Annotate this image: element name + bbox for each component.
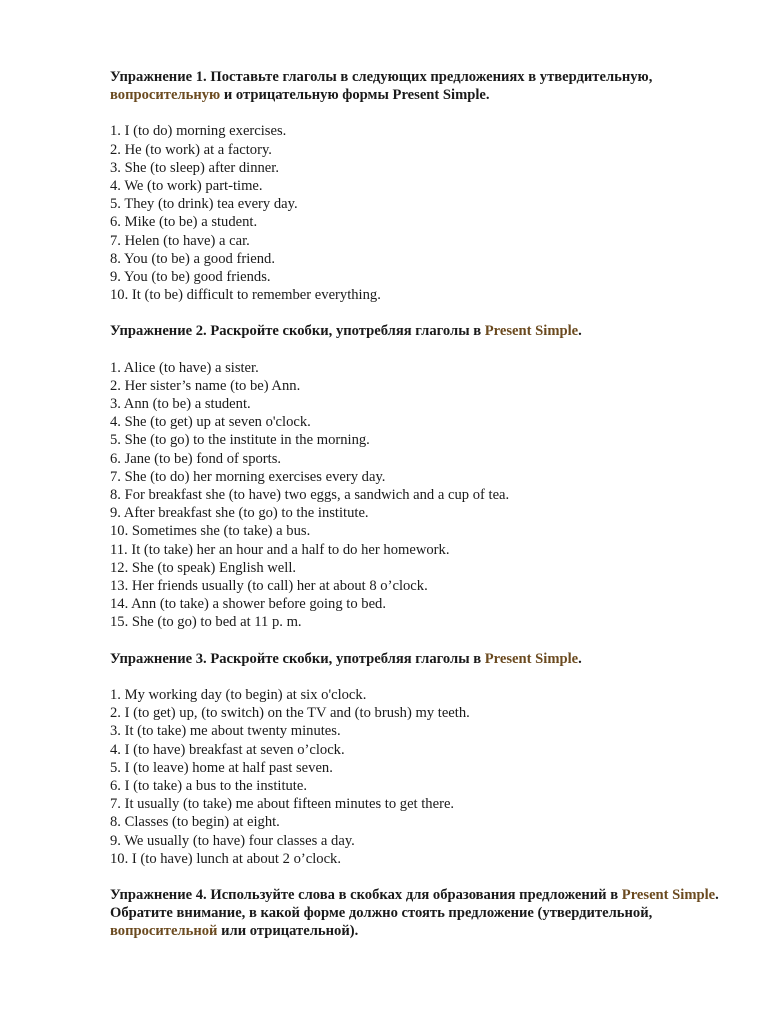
- list-item: 8. Classes (to begin) at eight.: [110, 814, 280, 831]
- exercise-4-heading: [110, 886, 730, 941]
- exercise-4-heading-link-present-simple[interactable]: Present Simple: [621, 886, 716, 903]
- exercise-3-heading-link[interactable]: Present Simple: [484, 650, 579, 667]
- exercise-2-heading-text: Упражнение 2. Раскройте скобки, употребляя глаголы в: [110, 323, 485, 340]
- exercise-4-heading-link-interrogative[interactable]: вопросительной: [110, 923, 218, 940]
- list-item: 6. Mike (to be) a student.: [110, 214, 258, 231]
- exercise-1-heading-text: Упражнение 1. Поставьте глаголы в следующих предложениях в утвердительную,: [110, 69, 653, 85]
- list-item: 8. You (to be) a good friend.: [110, 250, 275, 267]
- list-item: 15. She (to go) to bed at 11 p. m.: [110, 614, 302, 631]
- list-item: 8. For breakfast she (to have) two eggs, a sandwich and a cup of tea.: [110, 487, 510, 504]
- list-item: 6. I (to take) a bus to the institute.: [110, 777, 307, 794]
- exercise-2-list: [110, 359, 730, 632]
- list-item: 4. We (to work) part-time.: [110, 178, 263, 195]
- document-page: [110, 68, 730, 941]
- exercise-1-heading-link[interactable]: вопросительную: [110, 87, 221, 104]
- list-item: 7. She (to do) her morning exercises every day.: [110, 468, 386, 485]
- list-item: 7. It usually (to take) me about fifteen minutes to get there.: [110, 796, 455, 813]
- list-item: 9. We usually (to have) four classes a day.: [110, 832, 355, 849]
- list-item: 7. Helen (to have) a car.: [110, 232, 250, 249]
- exercise-1-heading: [110, 68, 730, 104]
- list-item: 2. I (to get) up, (to switch) on the TV and (to brush) my teeth.: [110, 705, 470, 722]
- list-item: 2. Her sister’s name (to be) Ann.: [110, 377, 301, 394]
- exercise-3-heading-text-end: .: [578, 650, 582, 667]
- list-item: 5. They (to drink) tea every day.: [110, 196, 298, 213]
- exercise-4-heading-text-end: или отрицательной).: [217, 923, 359, 940]
- list-item: 1. I (to do) morning exercises.: [110, 123, 287, 140]
- list-item: 2. He (to work) at a factory.: [110, 141, 272, 158]
- exercise-1-heading-text-end: и отрицательную формы Present Simple.: [220, 87, 490, 104]
- exercise-2-heading-text-end: .: [578, 323, 582, 340]
- exercise-4-heading-text-middle: . Обратите внимание, в какой форме должно стоять предложение (утвердительной,: [110, 886, 719, 922]
- list-item: 10. I (to have) lunch at about 2 o’clock.: [110, 850, 341, 867]
- list-item: 5. She (to go) to the institute in the morning.: [110, 432, 370, 449]
- list-item: 10. It (to be) difficult to remember everything.: [110, 287, 381, 304]
- list-item: 4. She (to get) up at seven o'clock.: [110, 414, 311, 431]
- list-item: 1. Alice (to have) a sister.: [110, 359, 259, 376]
- exercise-3-heading-text: Упражнение 3. Раскройте скобки, употребляя глаголы в: [110, 650, 485, 667]
- list-item: 4. I (to have) breakfast at seven o’clock.: [110, 741, 345, 758]
- list-item: 11. It (to take) her an hour and a half to do her homework.: [110, 541, 450, 558]
- list-item: 9. You (to be) good friends.: [110, 269, 271, 286]
- list-item: 14. Ann (to take) a shower before going to bed.: [110, 596, 386, 613]
- list-item: 1. My working day (to begin) at six o'clock.: [110, 686, 367, 703]
- exercise-4-heading-text: Упражнение 4. Используйте слова в скобках для образования предложений в: [110, 886, 622, 903]
- exercise-2-heading: [110, 322, 730, 340]
- exercise-2-heading-link[interactable]: Present Simple: [484, 323, 579, 340]
- list-item: 9. After breakfast she (to go) to the institute.: [110, 505, 369, 522]
- list-item: 10. Sometimes she (to take) a bus.: [110, 523, 311, 540]
- list-item: 3. Ann (to be) a student.: [110, 396, 251, 413]
- list-item: 6. Jane (to be) fond of sports.: [110, 450, 282, 467]
- list-item: 13. Her friends usually (to call) her at about 8 o’clock.: [110, 578, 428, 595]
- list-item: 5. I (to leave) home at half past seven.: [110, 759, 333, 776]
- exercise-3-heading: [110, 650, 730, 668]
- exercise-3-list: [110, 686, 730, 868]
- list-item: 12. She (to speak) English well.: [110, 559, 297, 576]
- list-item: 3. It (to take) me about twenty minutes.: [110, 723, 341, 740]
- list-item: 3. She (to sleep) after dinner.: [110, 159, 279, 176]
- exercise-1-list: [110, 122, 730, 304]
